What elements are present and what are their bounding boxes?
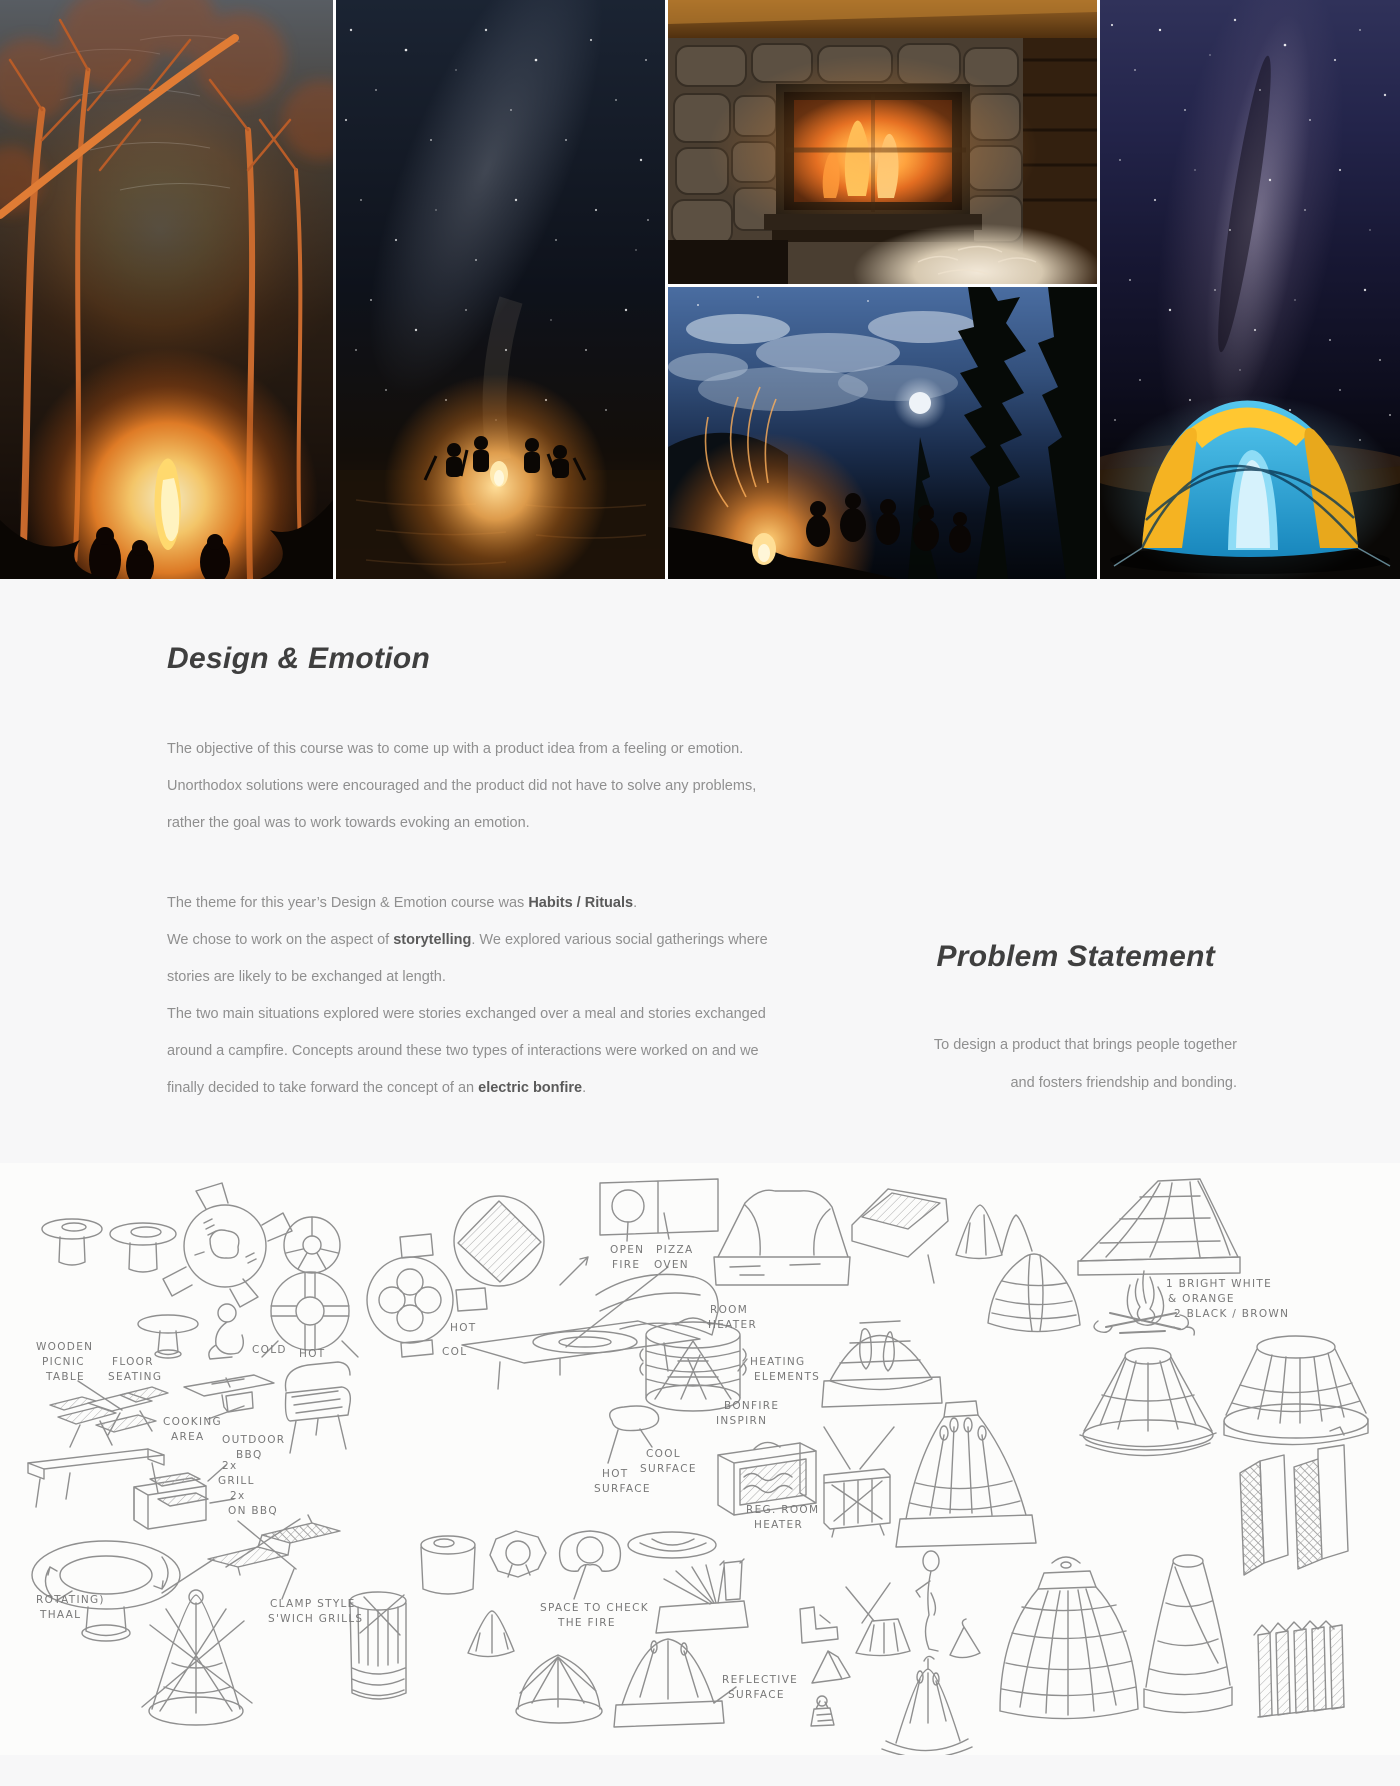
sketch-annotation: BBQ xyxy=(236,1449,263,1461)
sketch-annotation: HEATING xyxy=(750,1356,806,1368)
sketch-annotation: SPACE TO CHECK xyxy=(540,1602,649,1614)
sketch-annotation: INSPIRN xyxy=(716,1415,768,1427)
sketch-annotation: ROOM xyxy=(710,1304,749,1316)
sketch-annotation: COOKING xyxy=(163,1416,222,1428)
sketch-rotating-thaal xyxy=(32,1541,180,1641)
sketch-annotation: & ORANGE xyxy=(1168,1293,1235,1305)
sketch-annotation: THE FIRE xyxy=(558,1617,616,1629)
hero-photo-collage xyxy=(0,0,1400,579)
concept-sketches-section xyxy=(0,1163,1400,1755)
sketch-annotation: OVEN xyxy=(654,1259,689,1271)
sketch-annotation: 1 BRIGHT WHITE xyxy=(1166,1278,1273,1290)
sketch-slat-panels xyxy=(1240,1445,1348,1575)
sketch-diamond-plate xyxy=(454,1196,544,1286)
sketch-annotation: S'WICH GRILLS xyxy=(268,1613,364,1625)
campfire-forest-illustration xyxy=(0,0,333,579)
sketch-annotation: HEATER xyxy=(708,1319,758,1331)
sketch-annotation: SURFACE xyxy=(728,1689,785,1701)
sketch-clamp-grill xyxy=(208,1515,340,1599)
sketch-rod-pyramid xyxy=(896,1401,1036,1547)
sketch-mushroom-tables xyxy=(42,1219,176,1272)
problem-statement-heading: Problem Statement xyxy=(936,940,1215,973)
sketch-annotation: COOL xyxy=(646,1448,681,1460)
sketch-annotation: 2x xyxy=(222,1460,238,1472)
photo-milky-way-glowing-tent xyxy=(1100,0,1400,579)
sketch-annotation: ON BBQ xyxy=(228,1505,278,1517)
sketch-annotation: OUTDOOR xyxy=(222,1434,286,1446)
sketch-annotation: REG. ROOM xyxy=(746,1504,820,1516)
sketch-annotation: HOT xyxy=(299,1348,326,1360)
sketch-cone-tents xyxy=(956,1205,1080,1332)
problem-statement-body: To design a product that brings people together and fosters friendship and bonding. xyxy=(933,1037,1237,1091)
hero-stacked-column xyxy=(668,0,1097,579)
photo-milky-way-beach-campfire xyxy=(336,0,665,579)
sketch-annotation: SURFACE xyxy=(594,1483,651,1495)
sketch-annotation: 2x xyxy=(230,1490,246,1502)
sketch-annotation: ROTATING) xyxy=(36,1594,105,1606)
concept-sketches xyxy=(0,1163,1400,1755)
sketch-annotation: HOT xyxy=(450,1322,477,1334)
sketch-round-tables xyxy=(163,1183,358,1357)
sketch-hoods xyxy=(714,1179,1240,1285)
sketch-open-fire-pizza-oven xyxy=(600,1179,718,1241)
sketch-annotation: WOODEN xyxy=(36,1341,94,1353)
sketch-annotation: ELEMENTS xyxy=(754,1371,821,1383)
sketch-ribbed-cones xyxy=(1080,1336,1368,1456)
night-campfire-group-illustration xyxy=(668,287,1097,579)
sketch-annotation: PIZZA xyxy=(656,1244,694,1256)
fireplace-illustration xyxy=(668,0,1097,284)
sketch-annotation: COLD xyxy=(252,1344,287,1356)
footer-strip xyxy=(0,1755,1400,1786)
sketch-column-cluster xyxy=(1254,1621,1344,1717)
sketch-annotation: AREA xyxy=(171,1431,205,1443)
sketch-antenna-heater xyxy=(824,1427,894,1537)
sketch-cone-tent-right xyxy=(1144,1555,1232,1713)
sketch-dome-tent xyxy=(1000,1557,1138,1719)
sketch-reflective-pyramid xyxy=(614,1639,736,1727)
sketch-annotation: PICNIC xyxy=(42,1356,85,1368)
sketch-grill-bench xyxy=(28,1449,234,1529)
sketch-annotation: COL xyxy=(442,1346,468,1358)
sketch-misc-small xyxy=(800,1551,980,1726)
sketch-picnic-table xyxy=(50,1381,168,1447)
sketch-barrel-donuts xyxy=(421,1531,716,1599)
sketch-annotation: HEATER xyxy=(754,1519,804,1531)
intro-section xyxy=(0,579,1400,1163)
sketch-annotation: HOT xyxy=(602,1468,629,1480)
photo-friends-around-campfire xyxy=(668,287,1097,579)
sketch-floor-seating xyxy=(138,1304,243,1359)
sketch-annotation: BONFIRE xyxy=(724,1400,780,1412)
sketch-annotation: SEATING xyxy=(108,1371,163,1383)
sketch-annotation: OPEN xyxy=(610,1244,645,1256)
tent-milkyway-illustration xyxy=(1100,0,1400,579)
design-emotion-paragraph-2: The theme for this year’s Design & Emotion course was Habits / Rituals. We chose to work on the aspect of storytelling. We explored various social gatherings where stories are likely to be exchanged at length. The two main situations explored were stories exchanged over a meal and stories exchanged around a campfire. Concepts around these two types of interactions were worked on and we finally decided to take forward the concept of an electric bonfire. xyxy=(167,895,768,1096)
sketch-annotation: THAAL xyxy=(40,1609,82,1621)
sketch-firepit-chimney xyxy=(656,1559,748,1633)
sketch-annotation: REFLECTIVE xyxy=(722,1674,799,1686)
sketch-annotation: GRILL xyxy=(218,1475,255,1487)
sketch-annotation: CLAMP STYLE xyxy=(270,1598,356,1610)
sketch-triangle-heater xyxy=(822,1321,942,1407)
sketch-annotation: TABLE xyxy=(46,1371,85,1383)
sketch-sprinkler-cone xyxy=(882,1656,972,1755)
sketch-teepee xyxy=(142,1559,252,1725)
design-emotion-paragraph-1: The objective of this course was to come up with a product idea from a feeling or emotion. Unorthodox solutions were encouraged and the product did not have to solve any problems, rather the goal was to work towards evoking an emotion. xyxy=(167,741,757,831)
sketch-ribbed-drum xyxy=(350,1592,406,1699)
design-emotion-heading: Design & Emotion xyxy=(167,642,431,675)
sketch-annotation: FLOOR xyxy=(112,1356,154,1368)
photo-campfire-in-forest xyxy=(0,0,333,579)
sketch-annotation: SURFACE xyxy=(640,1463,697,1475)
sketch-room-heater xyxy=(640,1318,747,1411)
sketch-annotation: FIRE xyxy=(612,1259,641,1271)
photo-stone-fireplace xyxy=(668,0,1097,284)
sketch-annotation: 2 BLACK / BROWN xyxy=(1174,1308,1290,1320)
stars-campfire-illustration xyxy=(336,0,665,579)
